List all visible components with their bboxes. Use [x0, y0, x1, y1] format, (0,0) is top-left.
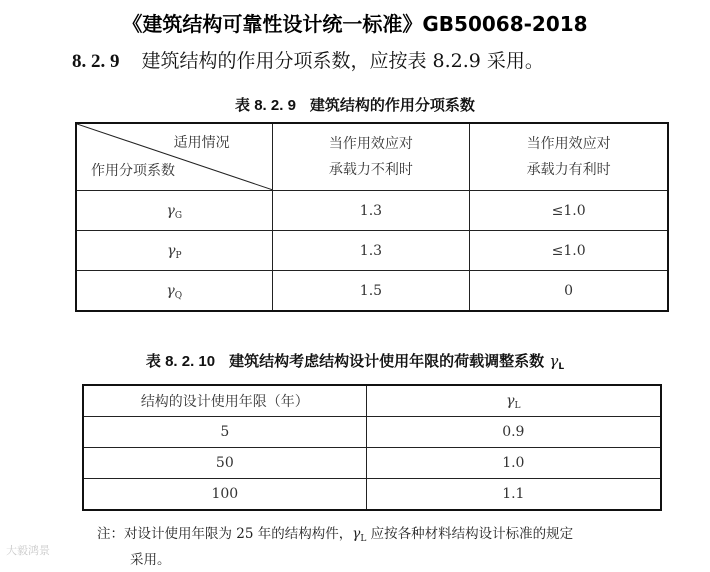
gamma-symbol: γ [166, 202, 175, 219]
gamma-subscript: L [360, 534, 367, 544]
favorable-value: 0 [470, 271, 668, 312]
table1-header-row [76, 123, 668, 191]
gamma-subscript: Q [174, 290, 183, 301]
adjustment-factor: 0.9 [366, 417, 661, 448]
table-row [83, 417, 661, 448]
table-row [83, 479, 661, 511]
gamma-symbol: γ [549, 352, 559, 370]
header-unfavorable [272, 123, 470, 191]
favorable-value: ≤1.0 [470, 231, 668, 271]
table1-number: 表 8. 2. 9 [235, 97, 296, 114]
header-unfavorable-line1: 当作用效应对 [328, 136, 413, 152]
partial-factor-table [75, 122, 669, 312]
header-partial-factor: 作用分项系数 [91, 163, 175, 179]
gamma-symbol: γ [352, 526, 361, 542]
adjustment-factor: 1.1 [366, 479, 661, 511]
table2-caption-text: 建筑结构考虑结构设计使用年限的荷载调整系数 [229, 352, 545, 370]
note-text-a: 注：对设计使用年限为 25 年的结构构件， [97, 526, 353, 542]
table2-header-row [83, 385, 661, 417]
table-row [76, 271, 668, 312]
table-row [76, 191, 668, 231]
clause-number: 8. 2. 9 [72, 51, 120, 72]
unfavorable-value: 1.5 [272, 271, 470, 312]
table2-caption [0, 350, 710, 371]
gamma-symbol: γ [167, 242, 176, 259]
service-life-years: 5 [83, 417, 366, 448]
unfavorable-value: 1.3 [272, 191, 470, 231]
watermark: 大毅鸿景 [6, 544, 50, 557]
document-title: 《建筑结构可靠性设计统一标准》GB50068-2018 [122, 12, 588, 36]
table2-number: 表 8. 2. 10 [145, 353, 216, 370]
header-unfavorable-line2: 承载力不利时 [328, 162, 413, 178]
factor-symbol [76, 271, 272, 312]
favorable-value: ≤1.0 [470, 191, 668, 231]
load-adjustment-table [82, 384, 662, 511]
header-favorable-line1: 当作用效应对 [526, 136, 611, 152]
gamma-subscript: L [558, 362, 565, 372]
header-favorable [470, 123, 668, 191]
unfavorable-value: 1.3 [272, 231, 470, 271]
header-gamma-l [366, 385, 661, 417]
factor-symbol [76, 191, 272, 231]
table1-caption-text: 建筑结构的作用分项系数 [309, 96, 475, 114]
header-favorable-line2: 承载力有利时 [526, 162, 611, 178]
service-life-years: 50 [83, 448, 366, 479]
clause-text: 建筑结构的作用分项系数，应按表 8.2.9 采用。 [141, 50, 544, 72]
header-service-life: 结构的设计使用年限（年） [83, 385, 366, 417]
table1-caption [0, 94, 710, 115]
table-row [76, 231, 668, 271]
diagonal-header-cell [76, 123, 272, 191]
note-text-b: 应按各种材料结构设计标准的规定 [366, 526, 574, 542]
gamma-subscript: P [175, 250, 182, 261]
table-row [83, 448, 661, 479]
service-life-years: 100 [83, 479, 366, 511]
gamma-symbol: γ [166, 282, 175, 299]
gamma-symbol: γ [506, 393, 515, 409]
adjustment-factor: 1.0 [366, 448, 661, 479]
clause-8-2-9 [72, 46, 544, 73]
table-note [97, 522, 677, 572]
header-applicable-case: 适用情况 [173, 135, 230, 151]
factor-symbol [76, 231, 272, 271]
note-line-2: 采用。 [130, 552, 171, 568]
gamma-subscript: L [514, 401, 521, 411]
note-line-1 [97, 522, 677, 548]
gamma-subscript: G [174, 210, 183, 221]
